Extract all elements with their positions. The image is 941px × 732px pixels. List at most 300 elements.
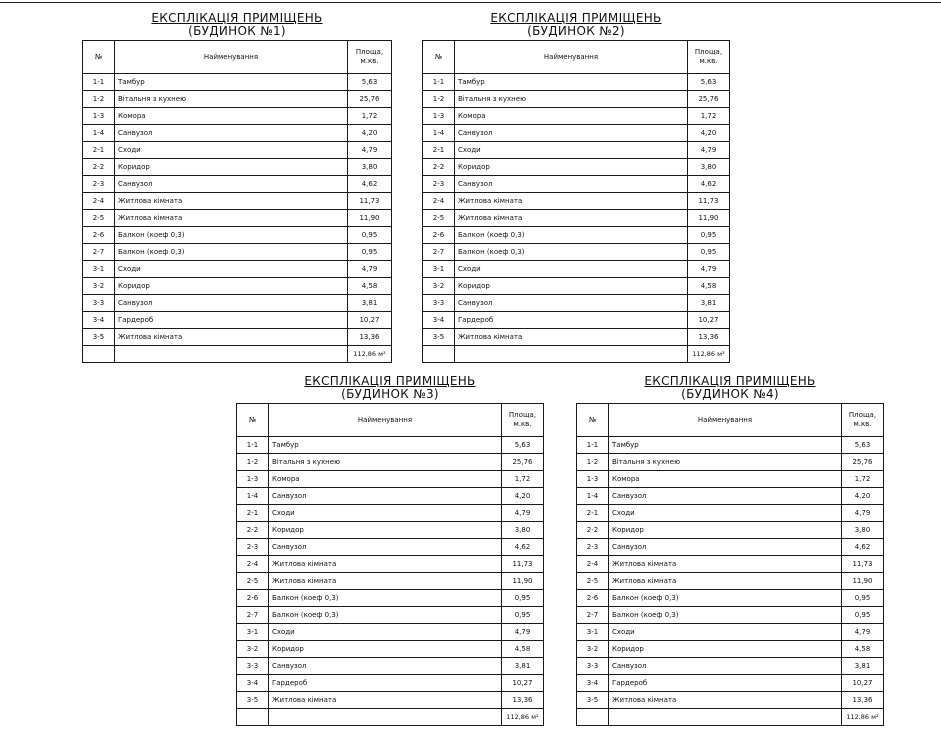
room-name: Тамбур (609, 437, 842, 454)
header-area-line-1: Площа, (694, 48, 723, 56)
header-area-line-1: Площа, (355, 48, 384, 56)
room-number: 2-4 (83, 193, 115, 210)
room-number: 2-5 (83, 210, 115, 227)
table-row (83, 244, 392, 261)
room-area: 3,80 (502, 522, 544, 539)
top-border-line (0, 2, 941, 3)
room-number: 2-4 (577, 556, 609, 573)
header-area (842, 404, 884, 437)
room-number: 3-3 (423, 295, 455, 312)
explication-table-building-1 (82, 40, 392, 363)
room-number: 2-3 (237, 539, 269, 556)
table-row (423, 312, 730, 329)
room-name: Житлова кімната (115, 210, 348, 227)
table-row (83, 295, 392, 312)
room-name: Санвузол (269, 488, 502, 505)
table-row (423, 261, 730, 278)
room-name: Тамбур (115, 74, 348, 91)
room-area: 1,72 (688, 108, 730, 125)
room-area: 4,62 (842, 539, 884, 556)
total-row (237, 709, 544, 726)
table-row (237, 624, 544, 641)
room-number: 2-2 (423, 159, 455, 176)
room-name: Коридор (269, 522, 502, 539)
room-name: Санвузол (455, 295, 688, 312)
explication-table-building-4 (576, 403, 884, 726)
total-row (423, 346, 730, 363)
total-area: 112,86 м² (502, 709, 544, 726)
room-number: 1-2 (83, 91, 115, 108)
room-name: Сходи (609, 505, 842, 522)
room-number: 1-4 (577, 488, 609, 505)
table-row (83, 159, 392, 176)
room-name: Коридор (609, 522, 842, 539)
header-name: Найменування (455, 41, 688, 74)
total-empty-number (423, 346, 455, 363)
table-row (83, 74, 392, 91)
room-area: 25,76 (688, 91, 730, 108)
room-area: 10,27 (842, 675, 884, 692)
room-number: 3-4 (237, 675, 269, 692)
room-area: 25,76 (842, 454, 884, 471)
room-area: 4,79 (842, 624, 884, 641)
table-row (577, 437, 884, 454)
room-area: 0,95 (688, 244, 730, 261)
room-area: 5,63 (502, 437, 544, 454)
total-area: 112,86 м² (348, 346, 392, 363)
table-row (237, 437, 544, 454)
room-area: 4,79 (348, 261, 392, 278)
table-row (423, 193, 730, 210)
explication-table-building-3 (236, 403, 544, 726)
room-area: 0,95 (688, 227, 730, 244)
room-area: 4,79 (688, 261, 730, 278)
room-area: 4,58 (502, 641, 544, 658)
room-name: Коридор (115, 278, 348, 295)
table-row (577, 573, 884, 590)
room-name: Санвузол (115, 176, 348, 193)
header-area (502, 404, 544, 437)
table-row (237, 675, 544, 692)
header-area (688, 41, 730, 74)
room-name: Балкон (коеф 0,3) (115, 244, 348, 261)
room-area: 25,76 (348, 91, 392, 108)
room-number: 3-5 (423, 329, 455, 346)
table-row (577, 556, 884, 573)
table-row (577, 505, 884, 522)
room-number: 1-3 (577, 471, 609, 488)
table-row (577, 658, 884, 675)
room-number: 2-2 (83, 159, 115, 176)
room-name: Балкон (коеф 0,3) (609, 607, 842, 624)
room-area: 10,27 (348, 312, 392, 329)
room-name: Санвузол (269, 658, 502, 675)
table-row (237, 641, 544, 658)
room-area: 4,62 (348, 176, 392, 193)
header-area-line-1: Площа, (508, 411, 537, 419)
room-area: 4,20 (842, 488, 884, 505)
table-row (83, 227, 392, 244)
room-area: 4,58 (688, 278, 730, 295)
table-row (423, 210, 730, 227)
room-name: Санвузол (115, 125, 348, 142)
room-name: Житлова кімната (609, 692, 842, 709)
room-area: 4,58 (348, 278, 392, 295)
room-name: Санвузол (115, 295, 348, 312)
room-number: 3-4 (423, 312, 455, 329)
room-number: 1-4 (423, 125, 455, 142)
room-number: 2-6 (423, 227, 455, 244)
total-empty-name (455, 346, 688, 363)
table-row (83, 278, 392, 295)
room-name: Житлова кімната (269, 556, 502, 573)
table-row (83, 176, 392, 193)
table-row (237, 454, 544, 471)
header-row (423, 41, 730, 74)
room-area: 3,81 (842, 658, 884, 675)
total-empty-name (115, 346, 348, 363)
total-empty-number (237, 709, 269, 726)
room-name: Сходи (269, 505, 502, 522)
table-row (83, 125, 392, 142)
room-area: 0,95 (842, 607, 884, 624)
explication-table-building-2 (422, 40, 730, 363)
room-name: Комора (455, 108, 688, 125)
room-area: 13,36 (502, 692, 544, 709)
room-number: 2-1 (83, 142, 115, 159)
table-row (577, 539, 884, 556)
room-area: 0,95 (502, 607, 544, 624)
table-row (577, 454, 884, 471)
room-area: 5,63 (842, 437, 884, 454)
title-line-2: (БУДИНОК №4) (681, 387, 779, 401)
table-row (577, 488, 884, 505)
room-area: 4,62 (502, 539, 544, 556)
room-area: 4,20 (688, 125, 730, 142)
table-row (423, 295, 730, 312)
header-name: Найменування (115, 41, 348, 74)
room-name: Житлова кімната (269, 692, 502, 709)
room-name: Комора (609, 471, 842, 488)
room-area: 11,73 (688, 193, 730, 210)
table-row (83, 142, 392, 159)
room-number: 3-4 (83, 312, 115, 329)
room-number: 1-2 (237, 454, 269, 471)
table-row (237, 573, 544, 590)
room-number: 3-1 (423, 261, 455, 278)
room-area: 13,36 (842, 692, 884, 709)
room-name: Житлова кімната (269, 573, 502, 590)
table-row (83, 312, 392, 329)
table-row (423, 74, 730, 91)
table-row (83, 329, 392, 346)
room-name: Балкон (коеф 0,3) (269, 590, 502, 607)
room-area: 25,76 (502, 454, 544, 471)
room-number: 1-2 (423, 91, 455, 108)
room-name: Житлова кімната (455, 210, 688, 227)
room-number: 2-2 (237, 522, 269, 539)
room-name: Сходи (115, 261, 348, 278)
room-name: Комора (115, 108, 348, 125)
total-empty-number (577, 709, 609, 726)
room-number: 2-3 (83, 176, 115, 193)
header-number: № (577, 404, 609, 437)
room-area: 13,36 (688, 329, 730, 346)
table-row (577, 675, 884, 692)
room-number: 3-4 (577, 675, 609, 692)
room-number: 2-6 (237, 590, 269, 607)
header-area-line-2: м.кв. (360, 57, 379, 65)
room-name: Сходи (455, 261, 688, 278)
room-number: 2-4 (237, 556, 269, 573)
room-area: 1,72 (502, 471, 544, 488)
room-name: Тамбур (455, 74, 688, 91)
room-name: Коридор (455, 159, 688, 176)
room-number: 2-7 (577, 607, 609, 624)
room-area: 4,79 (688, 142, 730, 159)
room-name: Гардероб (455, 312, 688, 329)
room-name: Балкон (коеф 0,3) (455, 244, 688, 261)
table-row (237, 692, 544, 709)
room-area: 3,80 (348, 159, 392, 176)
total-row (83, 346, 392, 363)
room-area: 0,95 (502, 590, 544, 607)
room-area: 5,63 (348, 74, 392, 91)
room-name: Балкон (коеф 0,3) (609, 590, 842, 607)
room-number: 2-6 (83, 227, 115, 244)
room-area: 11,90 (348, 210, 392, 227)
room-number: 1-2 (577, 454, 609, 471)
room-number: 1-4 (83, 125, 115, 142)
room-number: 3-3 (577, 658, 609, 675)
header-area-line-2: м.кв. (699, 57, 718, 65)
table-row (237, 590, 544, 607)
table-row (577, 471, 884, 488)
title-line-2: (БУДИНОК №2) (527, 24, 625, 38)
table-row (577, 607, 884, 624)
table-row (423, 329, 730, 346)
room-area: 4,58 (842, 641, 884, 658)
room-number: 3-1 (577, 624, 609, 641)
total-empty-number (83, 346, 115, 363)
table-row (237, 658, 544, 675)
room-area: 3,81 (688, 295, 730, 312)
table-row (423, 91, 730, 108)
room-area: 3,81 (348, 295, 392, 312)
table-row (577, 692, 884, 709)
header-area-line-1: Площа, (848, 411, 877, 419)
table-row (237, 471, 544, 488)
room-name: Балкон (коеф 0,3) (455, 227, 688, 244)
header-row (237, 404, 544, 437)
room-name: Коридор (609, 641, 842, 658)
header-number: № (423, 41, 455, 74)
room-area: 4,79 (842, 505, 884, 522)
table-row (237, 505, 544, 522)
room-number: 3-1 (237, 624, 269, 641)
room-area: 3,80 (688, 159, 730, 176)
room-area: 11,73 (502, 556, 544, 573)
room-area: 0,95 (842, 590, 884, 607)
room-number: 2-5 (577, 573, 609, 590)
title-line-1: ЕКСПЛІКАЦІЯ ПРИМІЩЕНЬ (644, 374, 816, 388)
table-row (423, 278, 730, 295)
table-row (577, 624, 884, 641)
room-area: 10,27 (502, 675, 544, 692)
room-name: Вітальня з кухнею (609, 454, 842, 471)
room-area: 13,36 (348, 329, 392, 346)
room-name: Санвузол (455, 176, 688, 193)
room-area: 10,27 (688, 312, 730, 329)
room-name: Санвузол (609, 539, 842, 556)
room-number: 3-2 (237, 641, 269, 658)
room-area: 3,81 (502, 658, 544, 675)
room-area: 4,62 (688, 176, 730, 193)
table-row (577, 641, 884, 658)
room-name: Вітальня з кухнею (115, 91, 348, 108)
table-row (423, 227, 730, 244)
header-area-line-2: м.кв. (513, 420, 532, 428)
room-number: 2-1 (577, 505, 609, 522)
table-row (423, 142, 730, 159)
table-row (423, 159, 730, 176)
room-number: 1-3 (423, 108, 455, 125)
table-row (423, 125, 730, 142)
table-title-building-2 (422, 12, 730, 38)
room-area: 4,20 (502, 488, 544, 505)
room-number: 2-7 (83, 244, 115, 261)
room-area: 11,90 (502, 573, 544, 590)
room-number: 3-3 (237, 658, 269, 675)
title-line-1: ЕКСПЛІКАЦІЯ ПРИМІЩЕНЬ (151, 11, 323, 25)
room-number: 2-7 (423, 244, 455, 261)
table-title-building-1 (82, 12, 392, 38)
table-row (237, 488, 544, 505)
room-name: Житлова кімната (115, 329, 348, 346)
room-area: 1,72 (348, 108, 392, 125)
room-name: Санвузол (455, 125, 688, 142)
room-number: 1-3 (237, 471, 269, 488)
room-name: Житлова кімната (609, 556, 842, 573)
title-line-1: ЕКСПЛІКАЦІЯ ПРИМІЩЕНЬ (490, 11, 662, 25)
room-name: Коридор (269, 641, 502, 658)
room-name: Балкон (коеф 0,3) (115, 227, 348, 244)
table-row (237, 556, 544, 573)
header-row (577, 404, 884, 437)
room-name: Коридор (115, 159, 348, 176)
room-name: Коридор (455, 278, 688, 295)
table-row (577, 590, 884, 607)
room-number: 2-7 (237, 607, 269, 624)
room-name: Житлова кімната (115, 193, 348, 210)
room-area: 11,73 (348, 193, 392, 210)
table-row (237, 607, 544, 624)
room-name: Гардероб (115, 312, 348, 329)
room-number: 2-4 (423, 193, 455, 210)
room-name: Гардероб (269, 675, 502, 692)
room-area: 11,73 (842, 556, 884, 573)
table-row (83, 210, 392, 227)
table-row (83, 261, 392, 278)
table-row (83, 91, 392, 108)
table-row (423, 244, 730, 261)
header-number: № (237, 404, 269, 437)
header-row (83, 41, 392, 74)
room-name: Тамбур (269, 437, 502, 454)
room-area: 0,95 (348, 244, 392, 261)
room-number: 2-2 (577, 522, 609, 539)
room-name: Житлова кімната (455, 193, 688, 210)
table-row (83, 108, 392, 125)
room-area: 3,80 (842, 522, 884, 539)
room-number: 3-2 (83, 278, 115, 295)
room-area: 0,95 (348, 227, 392, 244)
room-number: 2-3 (423, 176, 455, 193)
total-row (577, 709, 884, 726)
room-name: Вітальня з кухнею (269, 454, 502, 471)
header-number: № (83, 41, 115, 74)
room-area: 1,72 (842, 471, 884, 488)
total-empty-name (609, 709, 842, 726)
total-area: 112,86 м² (842, 709, 884, 726)
room-name: Сходи (455, 142, 688, 159)
room-number: 3-2 (577, 641, 609, 658)
room-name: Сходи (115, 142, 348, 159)
header-name: Найменування (269, 404, 502, 437)
room-name: Санвузол (609, 488, 842, 505)
table-row (237, 539, 544, 556)
room-area: 4,79 (502, 505, 544, 522)
title-line-2: (БУДИНОК №3) (341, 387, 439, 401)
room-name: Комора (269, 471, 502, 488)
room-number: 3-5 (237, 692, 269, 709)
table-row (83, 193, 392, 210)
room-number: 1-1 (83, 74, 115, 91)
room-name: Житлова кімната (609, 573, 842, 590)
table-row (237, 522, 544, 539)
room-number: 2-6 (577, 590, 609, 607)
room-name: Санвузол (269, 539, 502, 556)
room-number: 1-1 (237, 437, 269, 454)
total-empty-name (269, 709, 502, 726)
room-area: 11,90 (842, 573, 884, 590)
table-row (577, 522, 884, 539)
room-name: Сходи (609, 624, 842, 641)
room-name: Житлова кімната (455, 329, 688, 346)
table-title-building-3 (236, 375, 544, 401)
room-number: 1-4 (237, 488, 269, 505)
room-number: 3-2 (423, 278, 455, 295)
room-name: Гардероб (609, 675, 842, 692)
table-row (423, 108, 730, 125)
room-name: Санвузол (609, 658, 842, 675)
room-number: 2-1 (237, 505, 269, 522)
header-area (348, 41, 392, 74)
room-area: 4,79 (348, 142, 392, 159)
room-name: Вітальня з кухнею (455, 91, 688, 108)
room-number: 2-5 (237, 573, 269, 590)
table-row (423, 176, 730, 193)
room-number: 2-1 (423, 142, 455, 159)
room-area: 11,90 (688, 210, 730, 227)
room-number: 1-3 (83, 108, 115, 125)
room-area: 5,63 (688, 74, 730, 91)
header-area-line-2: м.кв. (853, 420, 872, 428)
room-number: 1-1 (423, 74, 455, 91)
room-number: 3-3 (83, 295, 115, 312)
header-name: Найменування (609, 404, 842, 437)
room-number: 3-5 (83, 329, 115, 346)
